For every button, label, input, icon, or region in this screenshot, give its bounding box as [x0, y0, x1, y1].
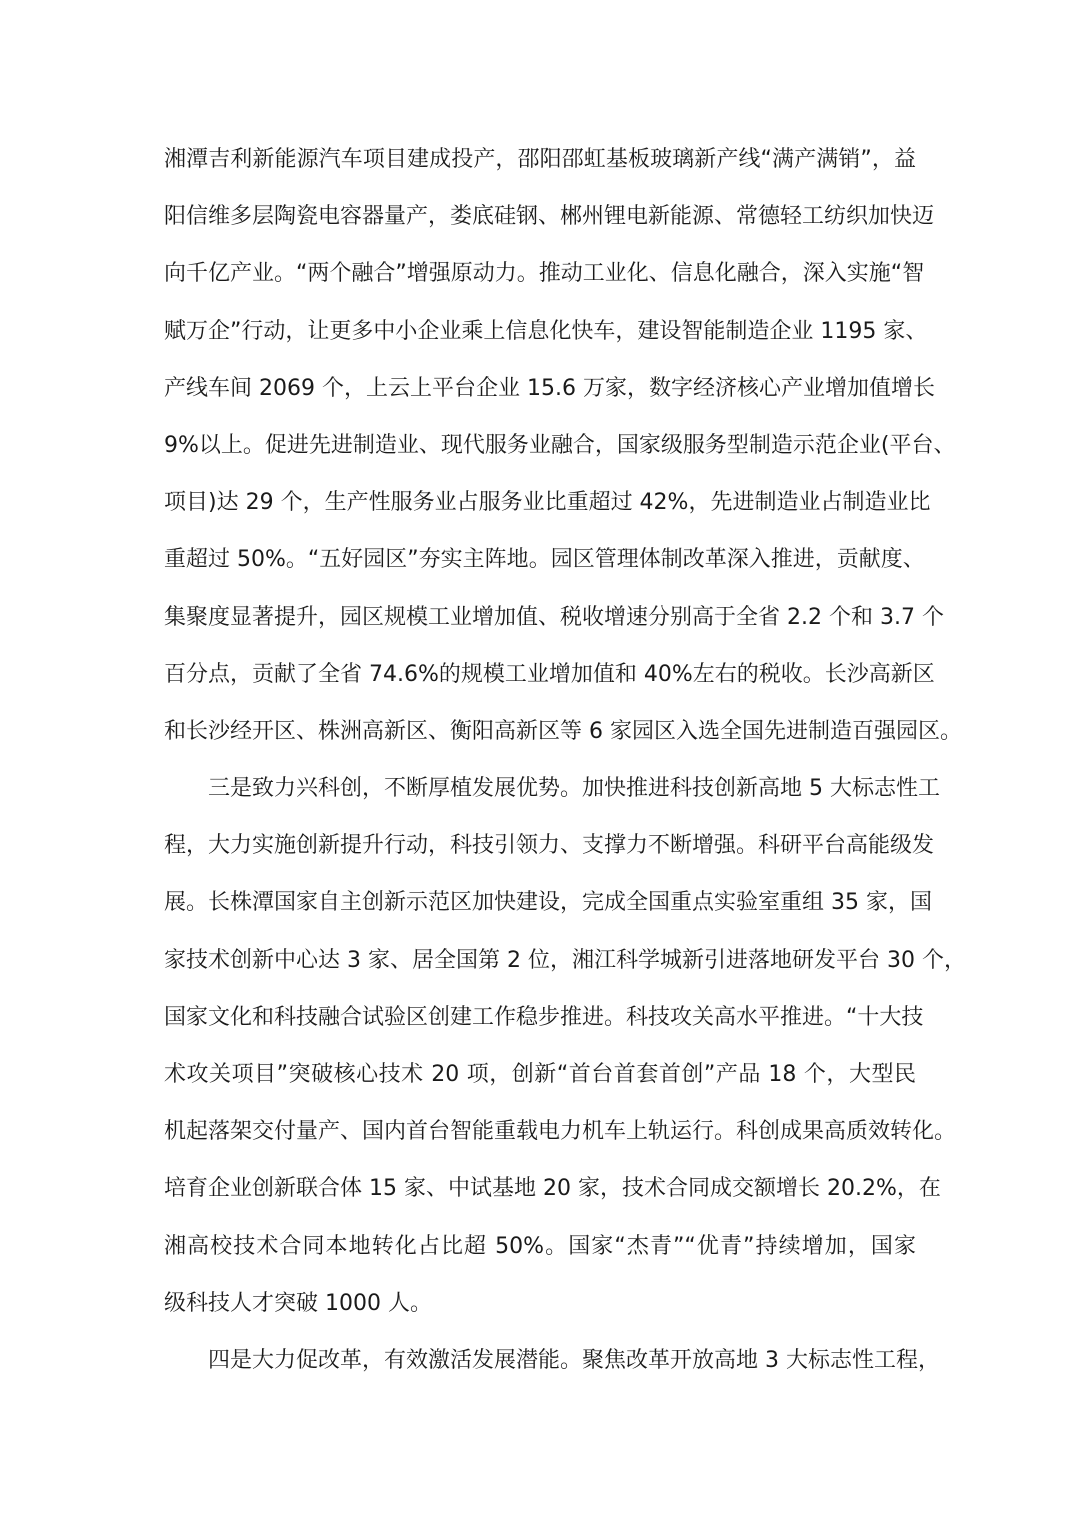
paragraph-reform: [164, 1332, 940, 1389]
text-line: 集聚度显著提升，园区规模工业增加值、税收增速分别高于全省 2.2 个和 3.7 个: [164, 604, 944, 630]
text-line: 湘潭吉利新能源汽车项目建成投产，邵阳邵虹基板玻璃新产线“满产满销”，益: [164, 147, 916, 172]
text-line: 展。长株潭国家自主创新示范区加快建设，完成全国重点实验室重组 35 家，国: [164, 890, 932, 916]
text-line: 四是大力促改革，有效激活发展潜能。聚焦改革开放高地 3 大标志性工程，: [208, 1347, 940, 1373]
document-body: [164, 131, 966, 1389]
text-line: 赋万企”行动，让更多中小企业乘上信息化快车，建设智能制造企业 1195 家、: [164, 318, 928, 344]
text-line: 家技术创新中心达 3 家、居全国第 2 位，湘江科学城新引进落地研发平台 30 个，: [164, 947, 966, 973]
text-line: 术攻关项目”突破核心技术 20 项，创新“首台首套首创”产品 18 个，大型民: [164, 1062, 916, 1087]
text-line: 向千亿产业。“两个融合”增强原动力。推动工业化、信息化融合，深入实施“智: [164, 261, 925, 287]
text-line: 项目)达 29 个，生产性服务业占服务业比重超过 42%，先进制造业占制造业比: [164, 490, 931, 516]
paragraph-industry: [164, 131, 962, 760]
paragraph-innovation: [164, 760, 966, 1332]
text-line: 级科技人才突破 1000 人。: [164, 1290, 432, 1316]
text-line: 国家文化和科技融合试验区创建工作稳步推进。科技攻关高水平推进。“十大技: [164, 1004, 924, 1030]
text-line: 百分点，贡献了全省 74.6%的规模工业增加值和 40%左右的税收。长沙高新区: [164, 661, 935, 687]
text-line: 产线车间 2069 个，上云上平台企业 15.6 万家，数字经济核心产业增加值增长: [164, 375, 935, 401]
text-line: 机起落架交付量产、国内首台智能重载电力机车上轨运行。科创成果高质效转化。: [164, 1119, 957, 1145]
text-line: 和长沙经开区、株洲高新区、衡阳高新区等 6 家园区入选全国先进制造百强园区。: [164, 718, 962, 744]
text-line: 培育企业创新联合体 15 家、中试基地 20 家，技术合同成交额增长 20.2%，在: [164, 1176, 941, 1202]
text-line: 程，大力实施创新提升行动，科技引领力、支撑力不断增强。科研平台高能级发: [164, 833, 935, 859]
text-line: 重超过 50%。“五好园区”夯实主阵地。园区管理体制改革深入推进，贡献度、: [164, 547, 925, 573]
text-line: 9%以上。促进先进制造业、现代服务业融合，国家级服务型制造示范企业(平台、: [164, 432, 956, 458]
text-line: 湘高校技术合同本地转化占比超 50%。国家“杰青”“优青”持续增加，国家: [164, 1233, 916, 1259]
text-line: 阳信维多层陶瓷电容器量产，娄底硅钢、郴州锂电新能源、常德轻工纺织加快迈: [164, 204, 935, 230]
text-line: 三是致力兴科创，不断厚植发展优势。加快推进科技创新高地 5 大标志性工: [208, 776, 940, 802]
